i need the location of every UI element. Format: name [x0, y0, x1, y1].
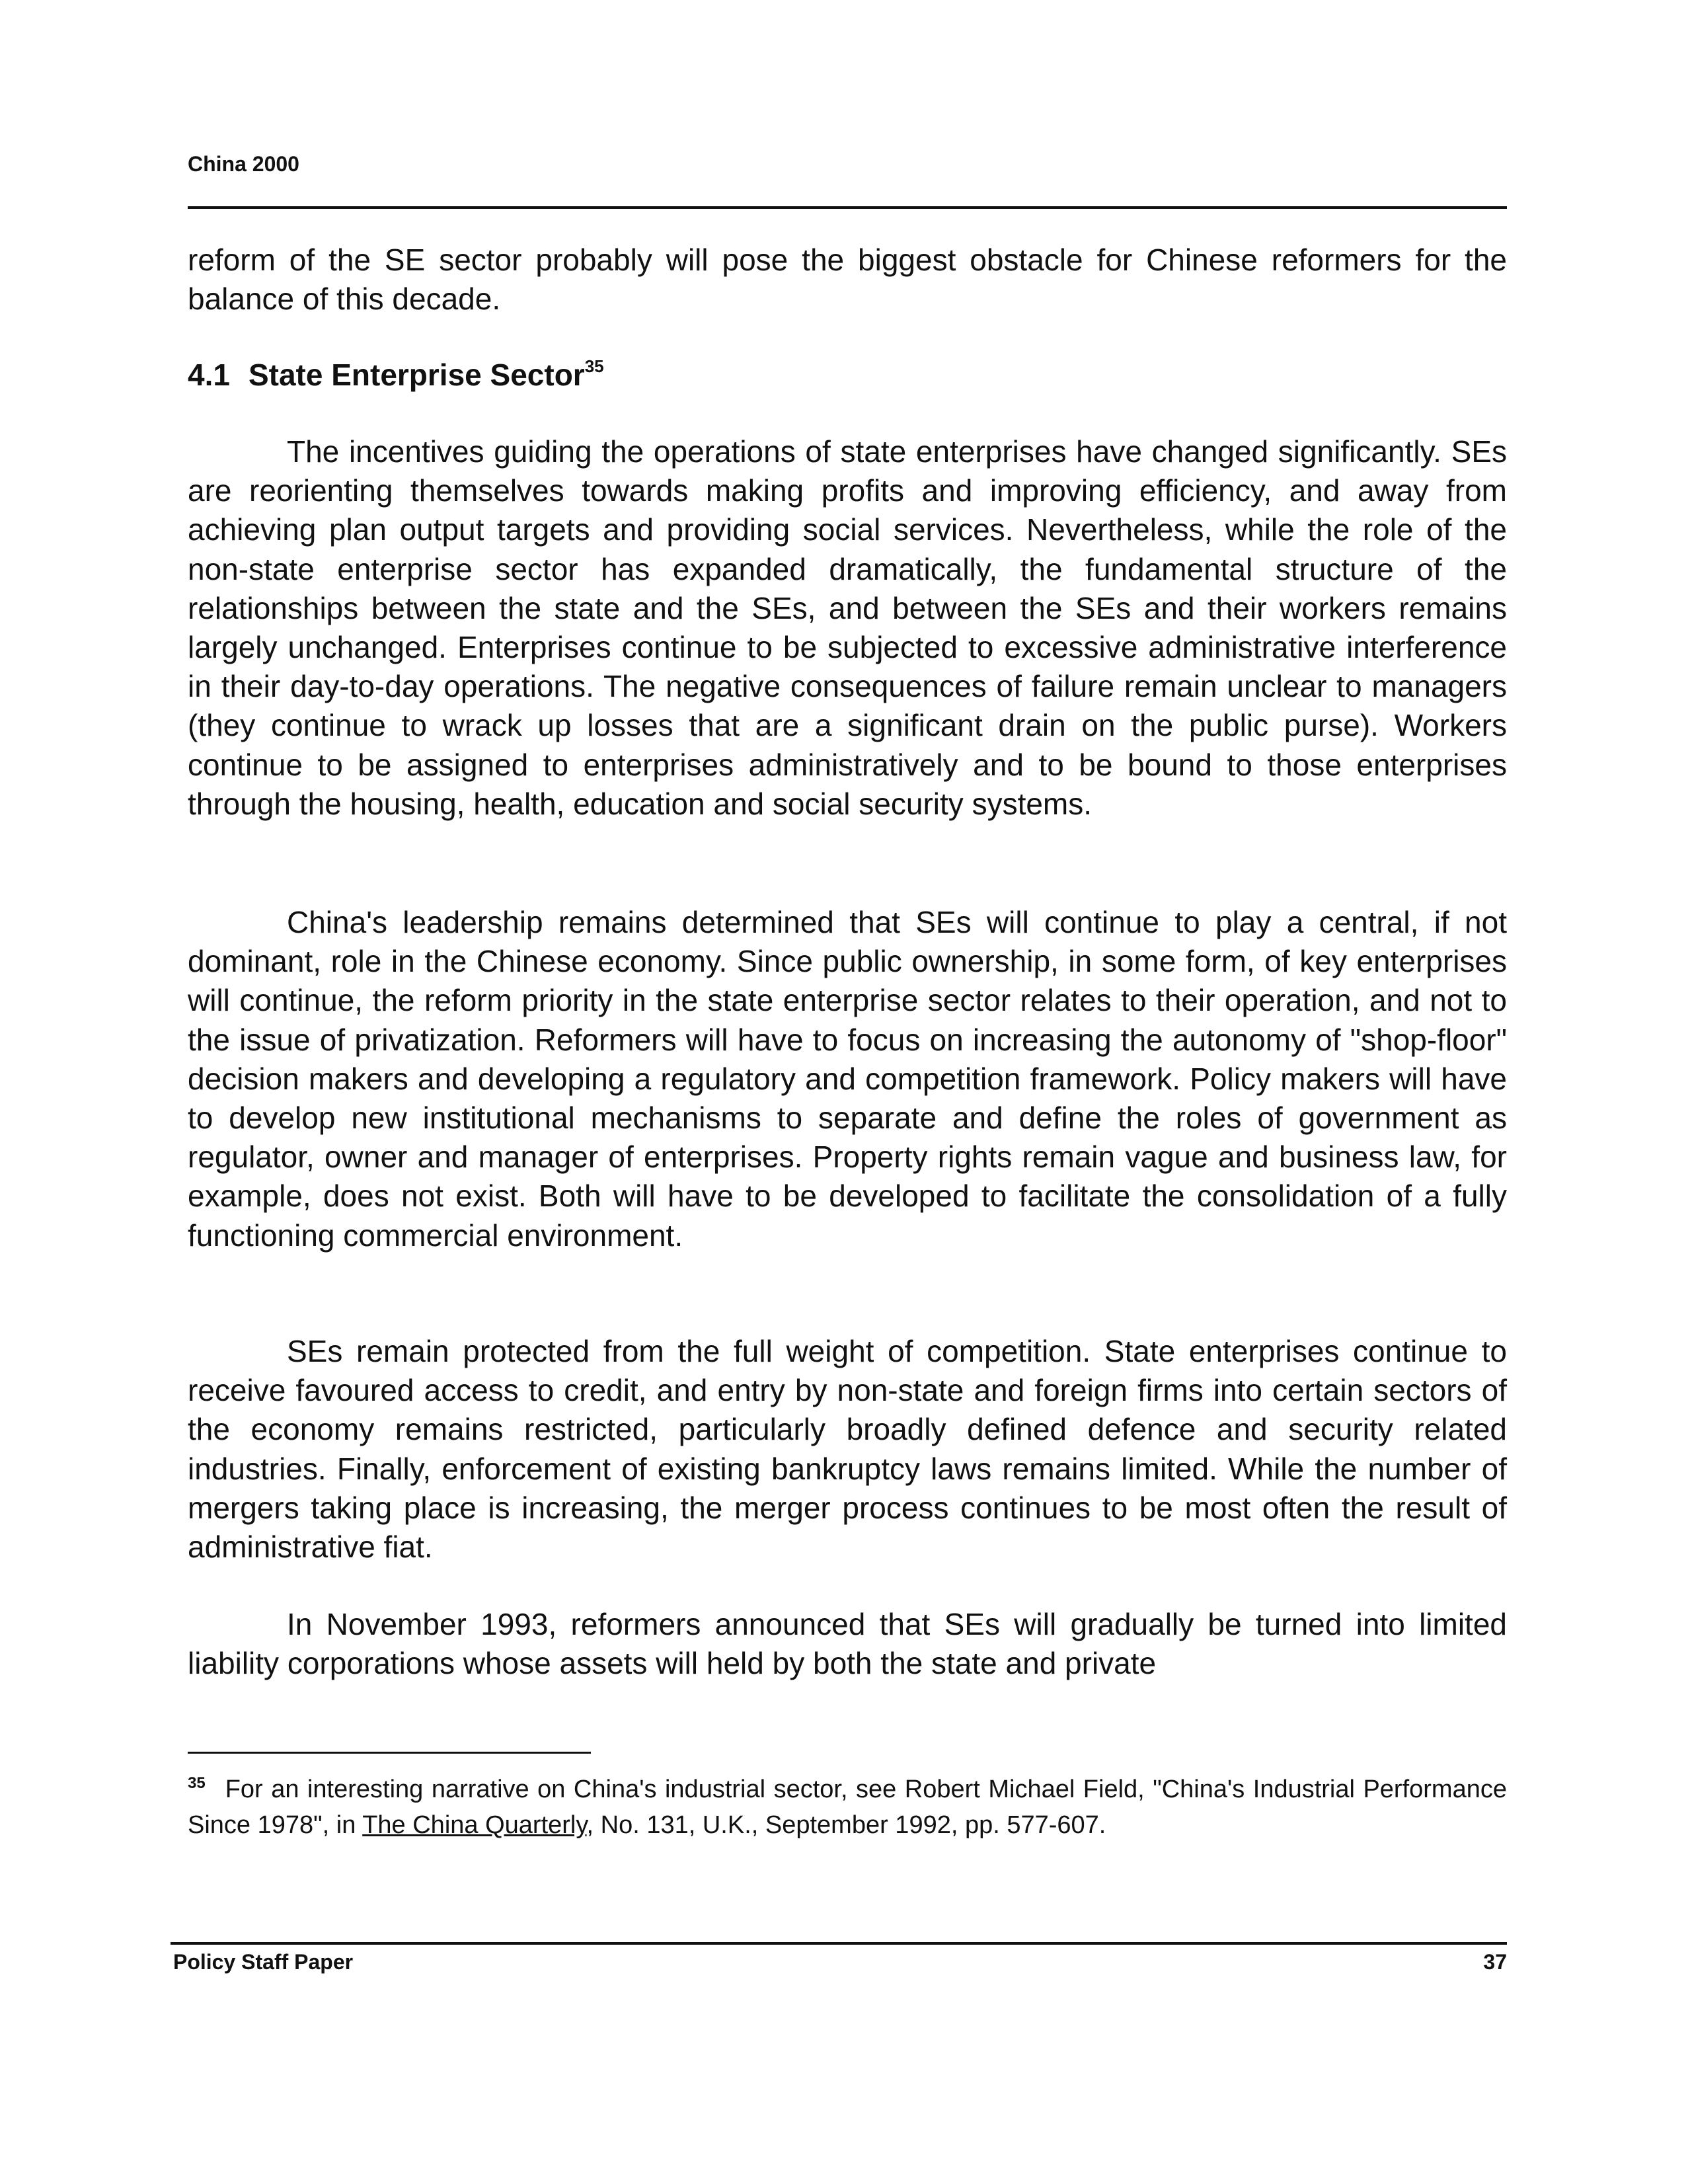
- footnote-marker: 35: [188, 1774, 206, 1792]
- body-paragraph-november-1993: In November 1993, reformers announced that SEs will gradually be turned into limited liability corporations whose assets will held by both the state and private: [188, 1607, 1507, 1681]
- section-number: 4.1: [188, 358, 230, 392]
- page-number: 37: [1483, 1950, 1507, 1974]
- footnote-text-before: For an interesting narrative on China's industrial sector, see Robert Michael Field, "China's Industrial Performance Since 1978", in: [188, 1775, 1507, 1839]
- footer-publication-label: Policy Staff Paper: [173, 1950, 354, 1974]
- footnote-journal-title: The China Quarterly: [362, 1811, 587, 1839]
- body-paragraph-competition: SEs remain protected from the full weight of competition. State enterprises continue to receive favoured access to credit, and entry by non-state and foreign firms into certain sectors of the economy remains restricted, particularly broadly defined defence and security related industries. Finally, enforcement of existing bankruptcy laws remains limited. While the number of mergers taking place is increasing, the merger process continues to be most often the result of administrative fiat.: [188, 1334, 1507, 1565]
- footnote-text-after: , No. 131, U.K., September 1992, pp. 577-607.: [586, 1811, 1106, 1839]
- body-paragraph-incentives: The incentives guiding the operations of state enterprises have changed significantly. SEs are reorienting themselves towards making profits and improving efficiency, and away from achieving plan output targets and providing social services. Nevertheless, while the role of the non-state enterprise sector has expanded dramatically, the fundamental structure of the relationships between the state and the SEs, and between the SEs and their workers remains largely unchanged. Enterprises continue to be subjected to excessive administrative interference in their day-to-day operations. The negative consequences of failure remain unclear to managers (they continue to wrack up losses that are a significant drain on the public purse). Workers continue to be assigned to enterprises administratively and to be bound to those enterprises through the housing, health, education and social security systems.: [188, 434, 1507, 821]
- footnote: [188, 1772, 1507, 1843]
- footer-rule: [171, 1942, 1507, 1945]
- section-title: State Enterprise Sector: [248, 358, 585, 392]
- continued-paragraph: reform of the SE sector probably will pose the biggest obstacle for Chinese reformers for the balance of this decade.: [188, 243, 1507, 317]
- footnote-separator: [188, 1752, 591, 1754]
- body-paragraph-leadership: China's leadership remains determined that SEs will continue to play a central, if not dominant, role in the Chinese economy. Since public ownership, in some form, of key enterprises will continue, the reform priority in the state enterprise sector relates to their operation, and not to the issue of privatization. Reformers will have to focus on increasing the autonomy of "shop-floor" decision makers and developing a regulatory and competition framework. Policy makers will have to develop new institutional mechanisms to separate and define the roles of government as regulator, owner and manager of enterprises. Property rights remain vague and business law, for example, does not exist. Both will have to be developed to facilitate the consolidation of a fully functioning commercial environment.: [188, 905, 1507, 1253]
- running-header-title: China 2000: [188, 152, 299, 176]
- footnote-reference: 35: [584, 356, 604, 376]
- header-rule: [188, 206, 1507, 209]
- section-heading: [188, 357, 604, 393]
